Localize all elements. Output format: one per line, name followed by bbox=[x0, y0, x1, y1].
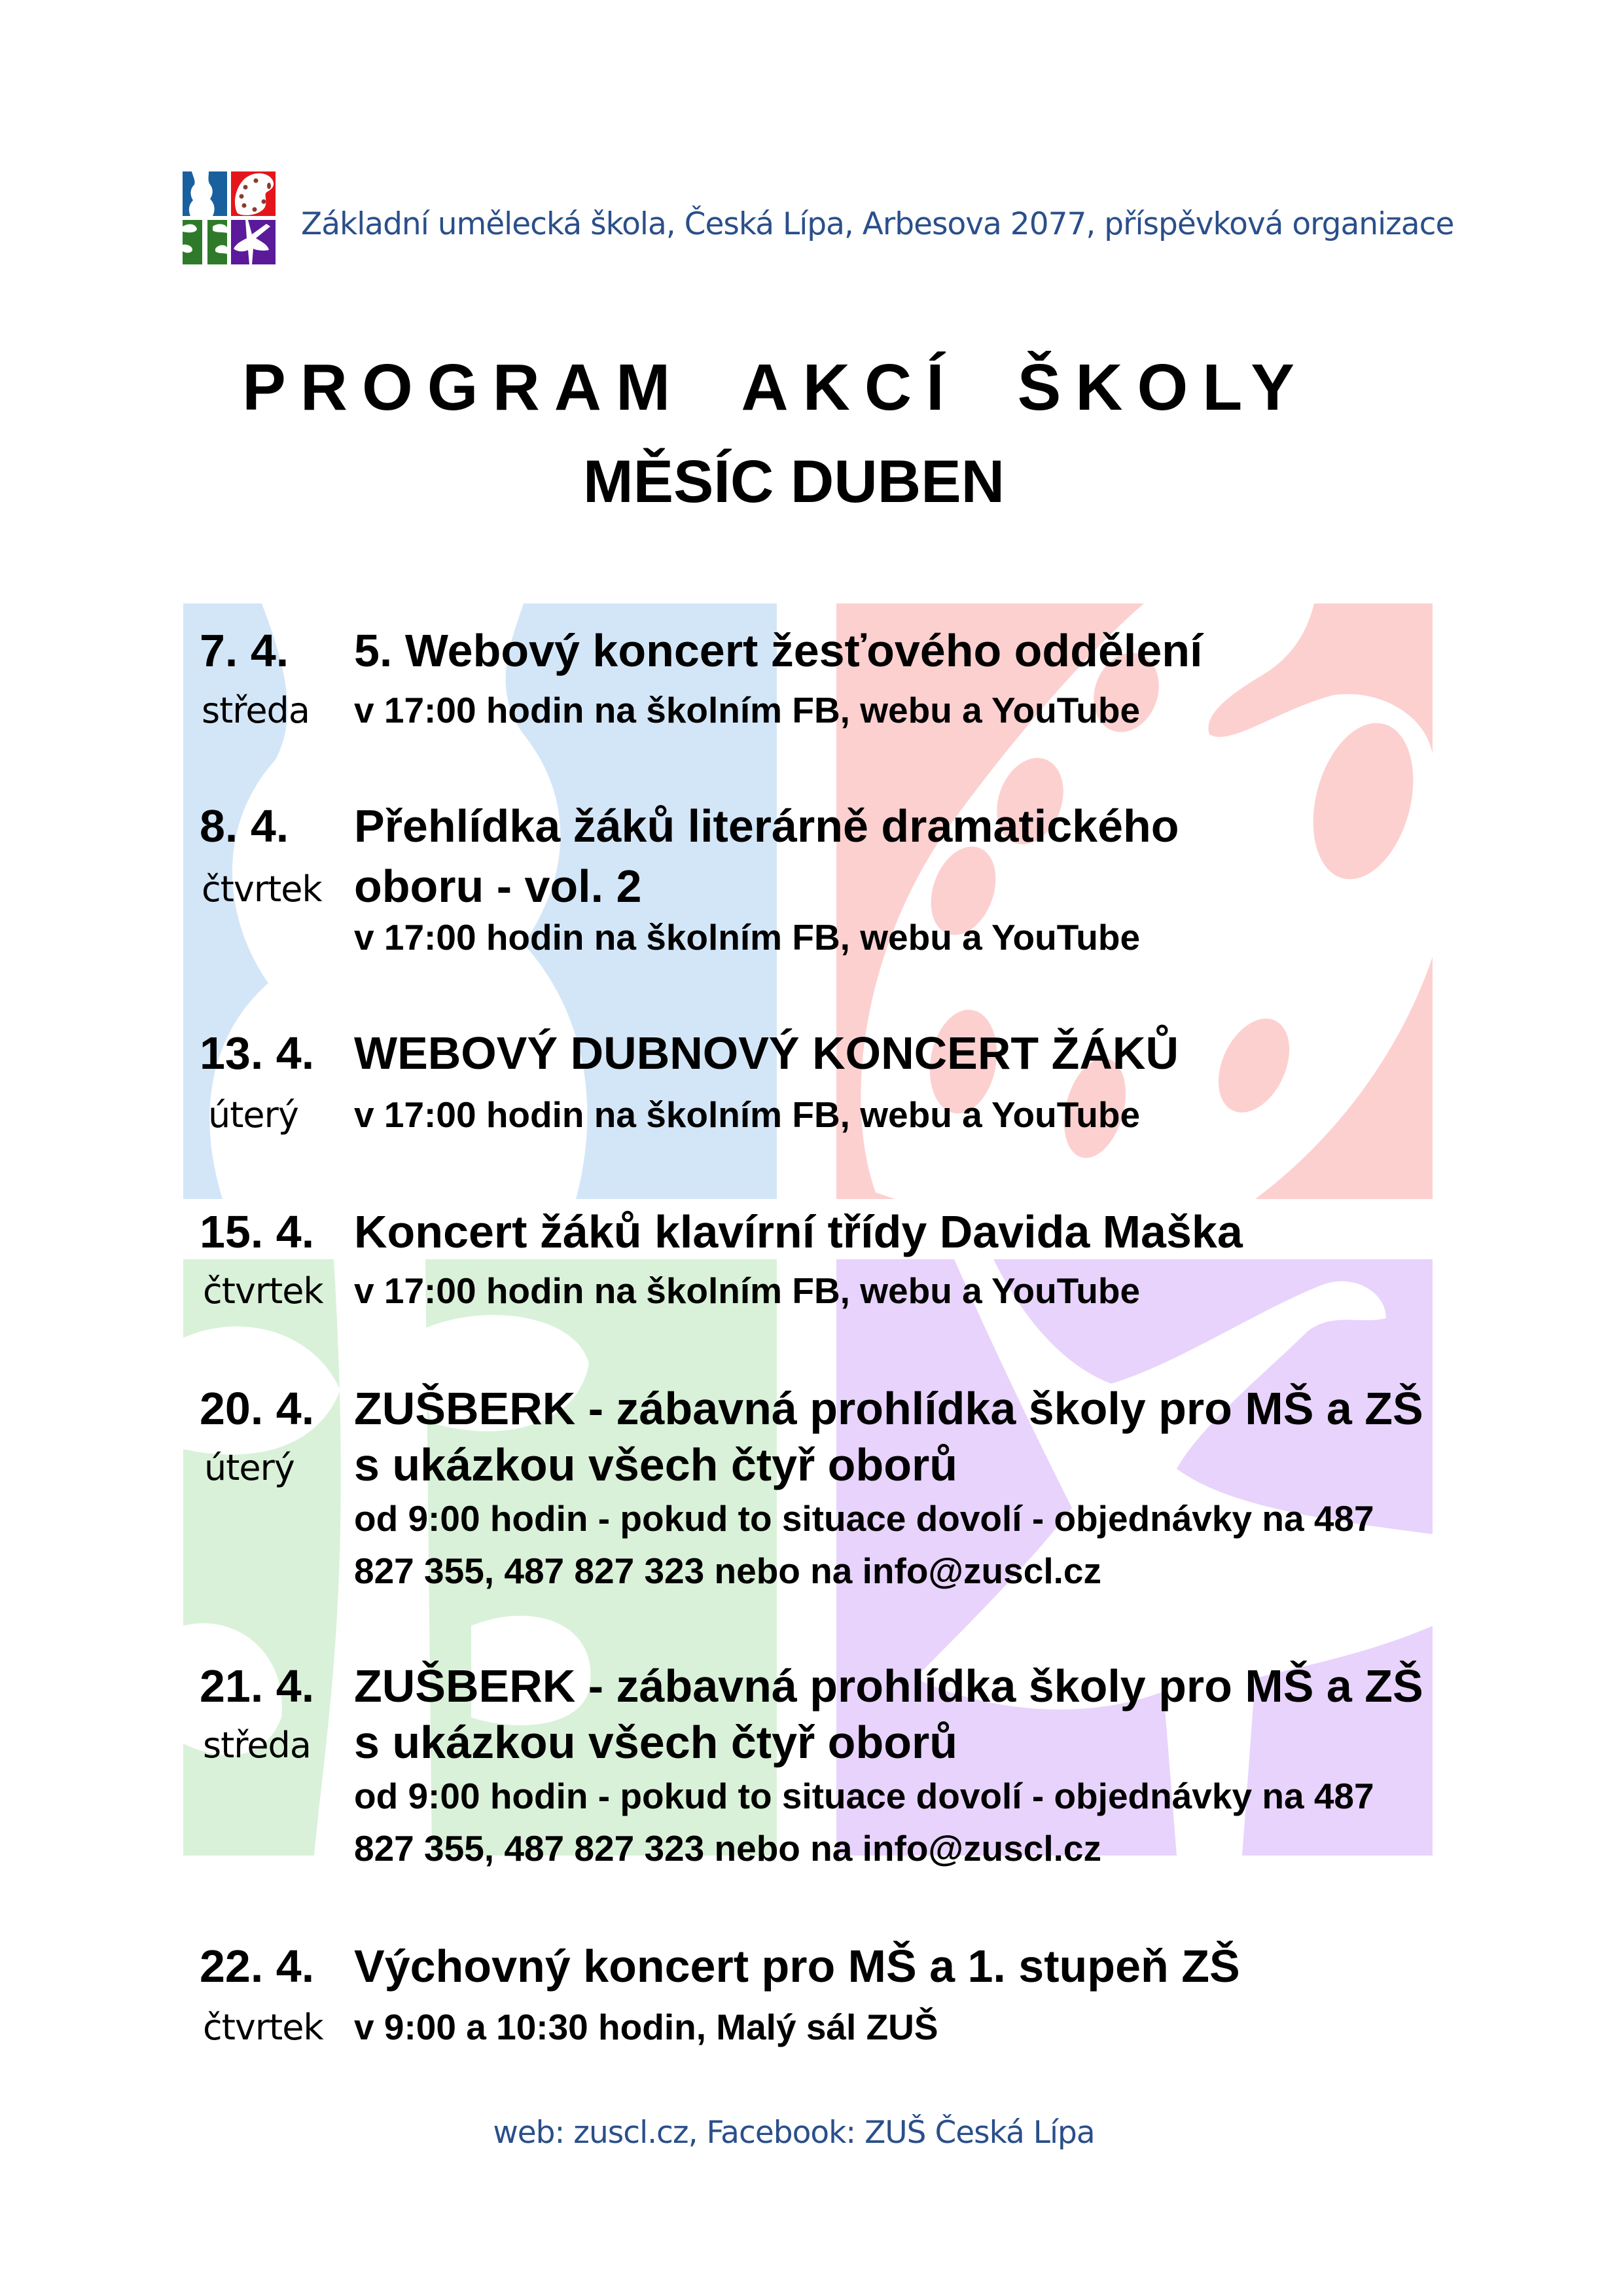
event-day: čtvrtek bbox=[203, 2007, 323, 2048]
event-details: v 17:00 hodin na školním FB, webu a YouTube bbox=[354, 917, 1141, 958]
page-subtitle-month: MĚSÍC DUBEN bbox=[582, 448, 1005, 515]
event-details: od 9:00 hodin - pokud to situace dovolí - objednávky na 487 bbox=[354, 1498, 1374, 1539]
event-title-line2: s ukázkou všech čtyř oborů bbox=[354, 1439, 957, 1490]
event-day: úterý bbox=[208, 1094, 298, 1136]
event-title: WEBOVÝ DUBNOVÝ KONCERT ŽÁKŮ bbox=[354, 1028, 1179, 1079]
event-title: Přehlídka žáků literárně dramatického bbox=[354, 800, 1179, 852]
event-details: od 9:00 hodin - pokud to situace dovolí - objednávky na 487 bbox=[354, 1776, 1374, 1816]
event-day: čtvrtek bbox=[203, 1270, 323, 1312]
event-day: středa bbox=[202, 690, 310, 731]
event-date: 15. 4. bbox=[200, 1206, 315, 1257]
page-title: PROGRAM AKCÍ ŠKOLY bbox=[242, 351, 1309, 424]
event-details-line2: 827 355, 487 827 323 nebo na info@zuscl.cz bbox=[354, 1828, 1101, 1869]
event-day: úterý bbox=[204, 1447, 294, 1488]
event-details: v 17:00 hodin na školním FB, webu a YouTube bbox=[354, 1094, 1141, 1135]
event-details: v 17:00 hodin na školním FB, webu a YouTube bbox=[354, 690, 1141, 730]
event-details-line2: 827 355, 487 827 323 nebo na info@zuscl.cz bbox=[354, 1551, 1101, 1591]
event-date: 8. 4. bbox=[200, 800, 289, 852]
event-day: čtvrtek bbox=[202, 869, 322, 910]
event-date: 7. 4. bbox=[200, 625, 289, 676]
event-title: ZUŠBERK - zábavná prohlídka školy pro MŠ a ZŠ bbox=[354, 1660, 1423, 1712]
event-day: středa bbox=[203, 1725, 311, 1766]
event-date: 20. 4. bbox=[200, 1383, 315, 1434]
event-details: v 17:00 hodin na školním FB, webu a YouTube bbox=[354, 1270, 1141, 1311]
event-title: ZUŠBERK - zábavná prohlídka školy pro MŠ a ZŠ bbox=[354, 1383, 1423, 1434]
event-title-line2: s ukázkou všech čtyř oborů bbox=[354, 1717, 957, 1768]
event-date: 13. 4. bbox=[200, 1028, 315, 1079]
event-title-line2: oboru - vol. 2 bbox=[354, 861, 642, 912]
footer-contact: web: zuscl.cz, Facebook: ZUŠ Česká Lípa bbox=[493, 2115, 1095, 2151]
school-logo-icon bbox=[183, 171, 276, 264]
event-date: 22. 4. bbox=[200, 1941, 315, 1992]
event-title: Výchovný koncert pro MŠ a 1. stupeň ZŠ bbox=[354, 1941, 1240, 1992]
event-details: v 9:00 a 10:30 hodin, Malý sál ZUŠ bbox=[354, 2007, 938, 2047]
event-title: Koncert žáků klavírní třídy Davida Maška bbox=[354, 1206, 1243, 1257]
event-date: 21. 4. bbox=[200, 1660, 315, 1712]
event-title: 5. Webový koncert žesťového oddělení bbox=[354, 625, 1203, 676]
school-name-header: Základní umělecká škola, Česká Lípa, Arbesova 2077, příspěvková organizace bbox=[301, 206, 1454, 242]
